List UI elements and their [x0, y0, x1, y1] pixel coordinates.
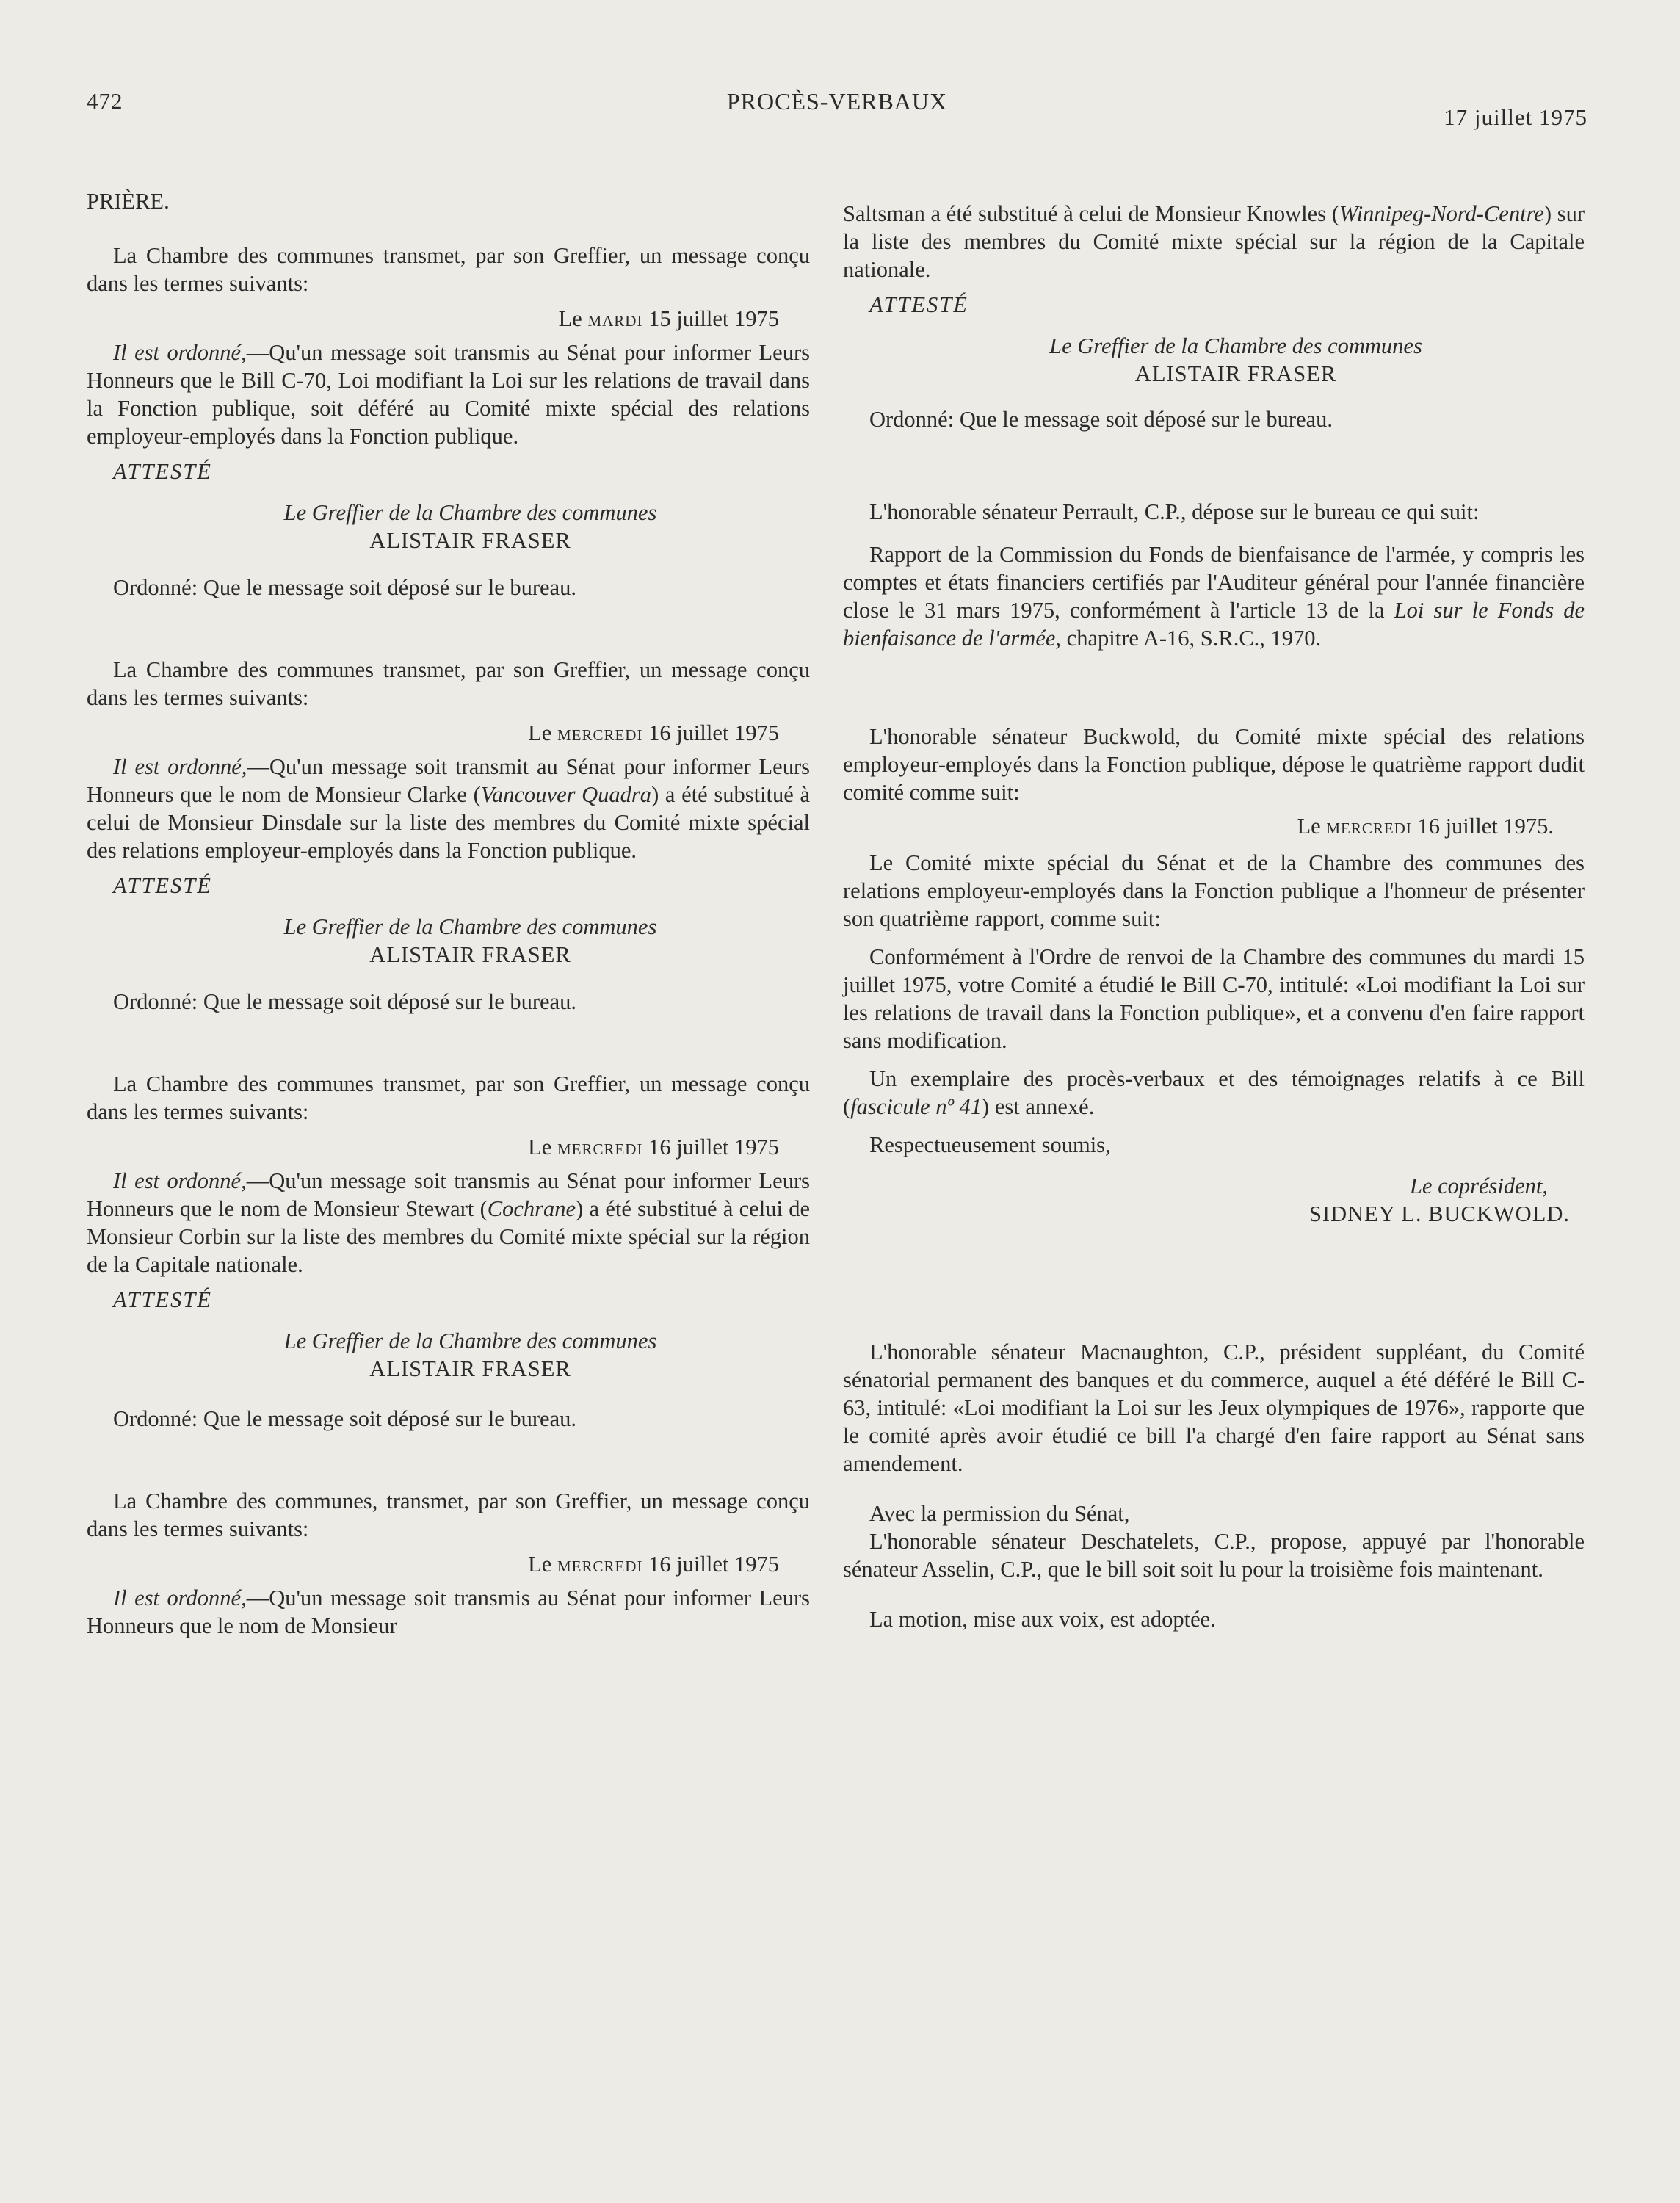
- ordonne-line: Ordonné: Que le message soit déposé sur le bureau.: [113, 989, 576, 1014]
- copresident-title: Le coprésident,: [1409, 1173, 1548, 1198]
- message-text: —Qu'un message soit transmis au Sénat pour informer Leurs Honneurs que le Bill C-70, Loi modifiant la Loi sur les relations de travail dans la Fonction publique, soit déféré au Comité mixte spécial des relations employeur-employés dans la Fonction publique.: [87, 340, 810, 449]
- priere: PRIÈRE.: [87, 189, 170, 214]
- ordered-phrase: Il est ordonné,: [113, 754, 247, 779]
- ordonne-line: Ordonné: Que le message soit déposé sur le bureau.: [869, 407, 1333, 432]
- date-day: mercredi: [557, 1552, 643, 1577]
- greffier-title: Le Greffier de la Chambre des communes: [1049, 333, 1422, 358]
- ordered-phrase: Il est ordonné,: [113, 340, 247, 365]
- riding-name: Vancouver Quadra: [480, 782, 652, 807]
- date-rest: 16 juillet 1975: [648, 1552, 779, 1577]
- message-date: [87, 1133, 810, 1161]
- page-number: 472: [87, 88, 123, 114]
- attest-label: ATTESTÉ: [113, 873, 212, 898]
- date-day: mercredi: [1326, 814, 1412, 839]
- message-text-b: ) a été substitué à celui de Monsieur Dinsdale sur la liste des membres du Comité mixte spécial des relations employeur-employés dans la Fonction publique.: [87, 782, 810, 863]
- message-text-b: ) a été substitué à celui de Monsieur Corbin sur la liste des membres du Comité mixte spécial sur la région de la Capitale nationale.: [87, 1196, 810, 1277]
- message-date: [87, 1550, 810, 1578]
- date-rest: 16 juillet 1975: [648, 1135, 779, 1160]
- greffier-name: ALISTAIR FRASER: [369, 942, 571, 967]
- message-body: [87, 1584, 810, 1640]
- macnaughton-paragraph: L'honorable sénateur Macnaughton, C.P., président suppléant, du Comité sénatorial permanent des banques et du commerce, auquel a été déféré le Bill C-63, intitulé: «Loi modifiant la Loi sur les Jeux olympiques de 1976», rapporte que le comité après avoir étudié ce bill l'a chargé d'en faire rapport au Sénat sans amendement.: [843, 1339, 1585, 1476]
- date-rest: 16 juillet 1975.: [1417, 814, 1554, 839]
- continued-text-a: Saltsman a été substitué à celui de Monsieur Knowles (: [843, 201, 1339, 226]
- greffier-name: ALISTAIR FRASER: [369, 1356, 571, 1381]
- date-le: Le: [528, 1135, 552, 1160]
- ordered-phrase: Il est ordonné,: [113, 1585, 247, 1610]
- date-rest: 16 juillet 1975: [648, 720, 779, 745]
- message-block-3: [87, 1070, 810, 1433]
- respectueusement: Respectueusement soumis,: [869, 1132, 1111, 1157]
- conformement-paragraph: Conformément à l'Ordre de renvoi de la Chambre des communes du mardi 15 juillet 1975, votre Comité a étudié le Bill C-70, intitulé: «Loi modifiant la Loi sur les relations de travail dans la Fonction publique», et a convenu d'en faire rapport sans modification.: [843, 944, 1585, 1053]
- message-text-a: —Qu'un message soit transmit au Sénat pour informer Leurs Honneurs que le nom de Monsieur Clarke (: [87, 754, 810, 807]
- greffier-title: Le Greffier de la Chambre des communes: [283, 1328, 657, 1353]
- rapport-text-b: chapitre A-16, S.R.C., 1970.: [1061, 626, 1322, 651]
- continued-message: [843, 200, 1585, 283]
- attest-label: ATTESTÉ: [113, 1287, 212, 1312]
- ordonne-line: Ordonné: Que le message soit déposé sur le bureau.: [113, 575, 576, 600]
- message-date: [87, 305, 810, 333]
- message-intro: La Chambre des communes transmet, par son Greffier, un message conçu dans les termes suivants:: [87, 657, 810, 710]
- continued-text-b: ) sur la liste des membres du Comité mixte spécial sur la région de la Capitale nationale.: [843, 201, 1585, 282]
- riding-name: Cochrane: [487, 1196, 576, 1221]
- message-block-1: [87, 242, 810, 601]
- message-body: [87, 753, 810, 864]
- greffier-title: Le Greffier de la Chambre des communes: [283, 500, 657, 525]
- motion-line: La motion, mise aux voix, est adoptée.: [869, 1607, 1216, 1632]
- message-intro: La Chambre des communes, transmet, par son Greffier, un message conçu dans les termes suivants:: [87, 1488, 810, 1541]
- message-text-a: —Qu'un message soit transmis au Sénat pour informer Leurs Honneurs que le nom de Monsieur Stewart (: [87, 1168, 810, 1221]
- right-column: [843, 200, 1585, 1633]
- date-le: Le: [528, 720, 552, 745]
- fascicule-ref: fascicule nº 41: [850, 1094, 982, 1119]
- exemplaire-paragraph: [843, 1065, 1585, 1121]
- message-intro: La Chambre des communes transmet, par son Greffier, un message conçu dans les termes suivants:: [87, 1071, 810, 1124]
- attest-label: ATTESTÉ: [113, 459, 212, 484]
- message-date: [87, 719, 810, 747]
- date-le: Le: [528, 1552, 552, 1577]
- buckwold-intro: L'honorable sénateur Buckwold, du Comité mixte spécial des relations employeur-employés dans la Fonction publique, dépose le quatrième rapport dudit comité comme suit:: [843, 724, 1585, 805]
- report-date: [843, 812, 1585, 840]
- greffier-name: ALISTAIR FRASER: [369, 528, 571, 553]
- permission-line: Avec la permission du Sénat,: [869, 1501, 1130, 1526]
- greffier-title: Le Greffier de la Chambre des communes: [283, 914, 657, 939]
- date-day: mercredi: [557, 720, 643, 745]
- date-rest: 15 juillet 1975: [648, 306, 779, 331]
- date-day: mardi: [587, 306, 643, 331]
- date-le: Le: [1297, 814, 1321, 839]
- riding-name: Winnipeg-Nord-Centre: [1339, 201, 1544, 226]
- message-body: [87, 1167, 810, 1278]
- deschatelets-paragraph: L'honorable sénateur Deschatelets, C.P., propose, appuyé par l'honorable sénateur Asselin, C.P., que le bill soit soit lu pour la troisième fois maintenant.: [843, 1529, 1585, 1582]
- date-le: Le: [558, 306, 582, 331]
- greffier-name: ALISTAIR FRASER: [1134, 361, 1337, 386]
- date-day: mercredi: [557, 1135, 643, 1160]
- message-block-2: [87, 656, 810, 1016]
- message-block-4: [87, 1487, 810, 1640]
- exemplaire-text-a: Un exemplaire des procès-verbaux et des témoignages relatifs à ce Bill (: [843, 1066, 1585, 1119]
- message-text: —Qu'un message soit transmis au Sénat pour informer Leurs Honneurs que le nom de Monsieur: [87, 1585, 810, 1638]
- rapport-paragraph: [843, 540, 1585, 652]
- ordonne-line: Ordonné: Que le message soit déposé sur le bureau.: [113, 1406, 576, 1431]
- rapport-law-title: Loi sur le Fonds de bienfaisance de l'armée,: [843, 598, 1585, 651]
- ordered-phrase: Il est ordonné,: [113, 1168, 247, 1193]
- message-intro: La Chambre des communes transmet, par son Greffier, un message conçu dans les termes suivants:: [87, 243, 810, 296]
- signature-name: SIDNEY L. BUCKWOLD.: [1308, 1201, 1570, 1226]
- rapport-text-a: Rapport de la Commission du Fonds de bienfaisance de l'armée, y compris les comptes et états financiers certifiés par l'Auditeur général pour l'année financière close le 31 mars 1975, conformément à l'article 13 de la: [843, 542, 1585, 623]
- attest-label: ATTESTÉ: [869, 292, 968, 317]
- running-title: PROCÈS-VERBAUX: [726, 88, 948, 115]
- message-body: [87, 339, 810, 450]
- header-date: 17 juillet 1975: [1444, 104, 1587, 130]
- left-column: [87, 180, 810, 1640]
- exemplaire-text-b: ) est annexé.: [982, 1094, 1095, 1119]
- perrault-intro: L'honorable sénateur Perrault, C.P., dépose sur le bureau ce qui suit:: [869, 499, 1480, 524]
- page-header: [87, 88, 1587, 132]
- comite-paragraph: Le Comité mixte spécial du Sénat et de la Chambre des communes des relations employeur-employés dans la Fonction publique a l'honneur de présenter son quatrième rapport, comme suit:: [843, 850, 1585, 931]
